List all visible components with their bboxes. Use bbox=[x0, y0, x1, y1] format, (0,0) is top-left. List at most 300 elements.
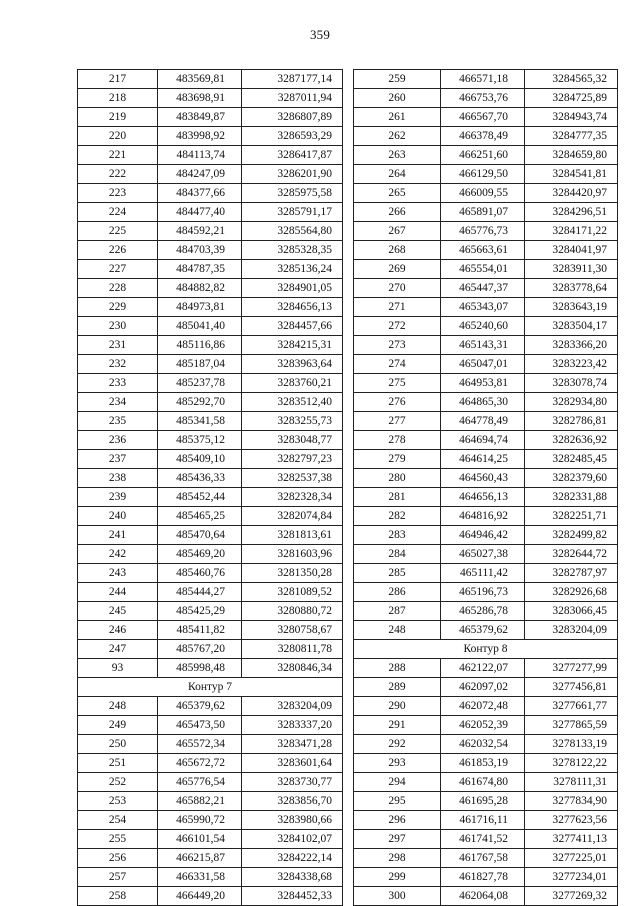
y-coordinate-cell: 3284171,22 bbox=[525, 222, 618, 241]
point-number-cell: 229 bbox=[78, 298, 158, 317]
point-number-cell: 221 bbox=[78, 146, 158, 165]
y-coordinate-cell: 3283223,42 bbox=[525, 355, 618, 374]
y-coordinate-cell: 3277269,32 bbox=[525, 887, 618, 906]
table-row bbox=[78, 393, 343, 412]
y-coordinate-cell: 3277865,59 bbox=[525, 716, 618, 735]
x-coordinate-cell: 485460,76 bbox=[158, 564, 242, 583]
x-coordinate-cell: 485469,20 bbox=[158, 545, 242, 564]
table-row bbox=[78, 488, 343, 507]
table-row bbox=[78, 108, 343, 127]
table-row bbox=[78, 507, 343, 526]
coordinates-table-right-body bbox=[354, 70, 618, 906]
point-number-cell: 254 bbox=[78, 811, 158, 830]
point-number-cell: 238 bbox=[78, 469, 158, 488]
y-coordinate-cell: 3277661,77 bbox=[525, 697, 618, 716]
table-row bbox=[354, 89, 618, 108]
point-number-cell: 262 bbox=[354, 127, 441, 146]
table-row bbox=[78, 431, 343, 450]
table-row bbox=[354, 792, 618, 811]
table-row bbox=[354, 811, 618, 830]
table-row bbox=[78, 279, 343, 298]
point-number-cell: 270 bbox=[354, 279, 441, 298]
y-coordinate-cell: 3281603,96 bbox=[242, 545, 343, 564]
x-coordinate-cell: 466009,55 bbox=[441, 184, 525, 203]
point-number-cell: 268 bbox=[354, 241, 441, 260]
y-coordinate-cell: 3284541,81 bbox=[525, 165, 618, 184]
point-number-cell: 242 bbox=[78, 545, 158, 564]
y-coordinate-cell: 3284943,74 bbox=[525, 108, 618, 127]
table-row bbox=[78, 754, 343, 773]
x-coordinate-cell: 465473,50 bbox=[158, 716, 242, 735]
point-number-cell: 285 bbox=[354, 564, 441, 583]
x-coordinate-cell: 484703,39 bbox=[158, 241, 242, 260]
table-row bbox=[78, 811, 343, 830]
y-coordinate-cell: 3282251,71 bbox=[525, 507, 618, 526]
x-coordinate-cell: 461741,52 bbox=[441, 830, 525, 849]
x-coordinate-cell: 465047,01 bbox=[441, 355, 525, 374]
x-coordinate-cell: 461695,28 bbox=[441, 792, 525, 811]
y-coordinate-cell: 3284222,14 bbox=[242, 849, 343, 868]
point-number-cell: 240 bbox=[78, 507, 158, 526]
x-coordinate-cell: 485767,20 bbox=[158, 640, 242, 659]
x-coordinate-cell: 465379,62 bbox=[158, 697, 242, 716]
table-row bbox=[78, 298, 343, 317]
y-coordinate-cell: 3282328,34 bbox=[242, 488, 343, 507]
y-coordinate-cell: 3285975,58 bbox=[242, 184, 343, 203]
point-number-cell: 228 bbox=[78, 279, 158, 298]
point-number-cell: 281 bbox=[354, 488, 441, 507]
y-coordinate-cell: 3282636,92 bbox=[525, 431, 618, 450]
y-coordinate-cell: 3282499,82 bbox=[525, 526, 618, 545]
y-coordinate-cell: 3282485,45 bbox=[525, 450, 618, 469]
point-number-cell: 225 bbox=[78, 222, 158, 241]
x-coordinate-cell: 485375,12 bbox=[158, 431, 242, 450]
table-row bbox=[78, 602, 343, 621]
point-number-cell: 241 bbox=[78, 526, 158, 545]
y-coordinate-cell: 3285791,17 bbox=[242, 203, 343, 222]
point-number-cell: 291 bbox=[354, 716, 441, 735]
point-number-cell: 260 bbox=[354, 89, 441, 108]
x-coordinate-cell: 464816,92 bbox=[441, 507, 525, 526]
point-number-cell: 219 bbox=[78, 108, 158, 127]
x-coordinate-cell: 465891,07 bbox=[441, 203, 525, 222]
point-number-cell: 250 bbox=[78, 735, 158, 754]
table-row bbox=[354, 526, 618, 545]
y-coordinate-cell: 3284215,31 bbox=[242, 336, 343, 355]
x-coordinate-cell: 465776,54 bbox=[158, 773, 242, 792]
point-number-cell: 283 bbox=[354, 526, 441, 545]
y-coordinate-cell: 3282786,81 bbox=[525, 412, 618, 431]
x-coordinate-cell: 465027,38 bbox=[441, 545, 525, 564]
point-number-cell: 289 bbox=[354, 678, 441, 697]
point-number-cell: 278 bbox=[354, 431, 441, 450]
x-coordinate-cell: 485452,44 bbox=[158, 488, 242, 507]
coordinates-table-left bbox=[77, 69, 343, 906]
table-row bbox=[78, 222, 343, 241]
y-coordinate-cell: 3283204,09 bbox=[525, 621, 618, 640]
point-number-cell: 235 bbox=[78, 412, 158, 431]
x-coordinate-cell: 462064,08 bbox=[441, 887, 525, 906]
coordinates-table-right bbox=[353, 69, 618, 906]
table-row bbox=[78, 564, 343, 583]
point-number-cell: 220 bbox=[78, 127, 158, 146]
y-coordinate-cell: 3283643,19 bbox=[525, 298, 618, 317]
y-coordinate-cell: 3284777,35 bbox=[525, 127, 618, 146]
y-coordinate-cell: 3283066,45 bbox=[525, 602, 618, 621]
point-number-cell: 279 bbox=[354, 450, 441, 469]
y-coordinate-cell: 3283601,64 bbox=[242, 754, 343, 773]
x-coordinate-cell: 465672,72 bbox=[158, 754, 242, 773]
x-coordinate-cell: 484973,81 bbox=[158, 298, 242, 317]
x-coordinate-cell: 465379,62 bbox=[441, 621, 525, 640]
point-number-cell: 295 bbox=[354, 792, 441, 811]
point-number-cell: 297 bbox=[354, 830, 441, 849]
x-coordinate-cell: 466251,60 bbox=[441, 146, 525, 165]
table-row bbox=[354, 735, 618, 754]
table-row bbox=[354, 298, 618, 317]
point-number-cell: 222 bbox=[78, 165, 158, 184]
y-coordinate-cell: 3284452,33 bbox=[242, 887, 343, 906]
y-coordinate-cell: 3282797,23 bbox=[242, 450, 343, 469]
table-row bbox=[354, 146, 618, 165]
y-coordinate-cell: 3283471,28 bbox=[242, 735, 343, 754]
x-coordinate-cell: 461767,58 bbox=[441, 849, 525, 868]
x-coordinate-cell: 461674,80 bbox=[441, 773, 525, 792]
point-number-cell: 265 bbox=[354, 184, 441, 203]
table-row bbox=[354, 697, 618, 716]
x-coordinate-cell: 483569,81 bbox=[158, 70, 242, 89]
y-coordinate-cell: 3283048,77 bbox=[242, 431, 343, 450]
y-coordinate-cell: 3283504,17 bbox=[525, 317, 618, 336]
point-number-cell: 273 bbox=[354, 336, 441, 355]
point-number-cell: 269 bbox=[354, 260, 441, 279]
x-coordinate-cell: 466753,76 bbox=[441, 89, 525, 108]
point-number-cell: 298 bbox=[354, 849, 441, 868]
y-coordinate-cell: 3284420,97 bbox=[525, 184, 618, 203]
point-number-cell: 253 bbox=[78, 792, 158, 811]
x-coordinate-cell: 466449,20 bbox=[158, 887, 242, 906]
table-row bbox=[354, 222, 618, 241]
y-coordinate-cell: 3282644,72 bbox=[525, 545, 618, 564]
y-coordinate-cell: 3282537,38 bbox=[242, 469, 343, 488]
y-coordinate-cell: 3283078,74 bbox=[525, 374, 618, 393]
y-coordinate-cell: 3277277,99 bbox=[525, 659, 618, 678]
y-coordinate-cell: 3284457,66 bbox=[242, 317, 343, 336]
y-coordinate-cell: 3283255,73 bbox=[242, 412, 343, 431]
y-coordinate-cell: 3283980,66 bbox=[242, 811, 343, 830]
table-row bbox=[354, 241, 618, 260]
y-coordinate-cell: 3281350,28 bbox=[242, 564, 343, 583]
x-coordinate-cell: 485465,25 bbox=[158, 507, 242, 526]
point-number-cell: 287 bbox=[354, 602, 441, 621]
x-coordinate-cell: 485341,58 bbox=[158, 412, 242, 431]
table-row bbox=[78, 773, 343, 792]
point-number-cell: 223 bbox=[78, 184, 158, 203]
y-coordinate-cell: 3281089,52 bbox=[242, 583, 343, 602]
x-coordinate-cell: 485116,86 bbox=[158, 336, 242, 355]
x-coordinate-cell: 465663,61 bbox=[441, 241, 525, 260]
x-coordinate-cell: 464694,74 bbox=[441, 431, 525, 450]
table-row bbox=[78, 355, 343, 374]
x-coordinate-cell: 466215,87 bbox=[158, 849, 242, 868]
table-row bbox=[354, 659, 618, 678]
y-coordinate-cell: 3287177,14 bbox=[242, 70, 343, 89]
table-row bbox=[78, 89, 343, 108]
y-coordinate-cell: 3283760,21 bbox=[242, 374, 343, 393]
coordinates-table-left-body bbox=[78, 70, 343, 906]
point-number-cell: 245 bbox=[78, 602, 158, 621]
x-coordinate-cell: 465554,01 bbox=[441, 260, 525, 279]
point-number-cell: 234 bbox=[78, 393, 158, 412]
table-row bbox=[354, 412, 618, 431]
x-coordinate-cell: 485411,82 bbox=[158, 621, 242, 640]
point-number-cell: 274 bbox=[354, 355, 441, 374]
x-coordinate-cell: 485237,78 bbox=[158, 374, 242, 393]
table-row bbox=[354, 336, 618, 355]
table-row bbox=[78, 70, 343, 89]
y-coordinate-cell: 3286593,29 bbox=[242, 127, 343, 146]
x-coordinate-cell: 462032,54 bbox=[441, 735, 525, 754]
y-coordinate-cell: 3287011,94 bbox=[242, 89, 343, 108]
y-coordinate-cell: 3282331,88 bbox=[525, 488, 618, 507]
table-row bbox=[78, 317, 343, 336]
table-row bbox=[78, 127, 343, 146]
x-coordinate-cell: 465882,21 bbox=[158, 792, 242, 811]
y-coordinate-cell: 3280880,72 bbox=[242, 602, 343, 621]
table-row bbox=[78, 887, 343, 906]
point-number-cell: 288 bbox=[354, 659, 441, 678]
x-coordinate-cell: 464946,42 bbox=[441, 526, 525, 545]
x-coordinate-cell: 462072,48 bbox=[441, 697, 525, 716]
table-row bbox=[78, 336, 343, 355]
table-row bbox=[354, 203, 618, 222]
x-coordinate-cell: 485187,04 bbox=[158, 355, 242, 374]
y-coordinate-cell: 3284659,80 bbox=[525, 146, 618, 165]
point-number-cell: 277 bbox=[354, 412, 441, 431]
table-row bbox=[78, 868, 343, 887]
point-number-cell: 293 bbox=[354, 754, 441, 773]
table-row bbox=[354, 431, 618, 450]
y-coordinate-cell: 3284296,51 bbox=[525, 203, 618, 222]
table-row bbox=[354, 716, 618, 735]
y-coordinate-cell: 3284656,13 bbox=[242, 298, 343, 317]
y-coordinate-cell: 3278122,22 bbox=[525, 754, 618, 773]
x-coordinate-cell: 464865,30 bbox=[441, 393, 525, 412]
table-row bbox=[78, 241, 343, 260]
table-row bbox=[78, 583, 343, 602]
table-row bbox=[78, 450, 343, 469]
point-number-cell: 264 bbox=[354, 165, 441, 184]
table-row bbox=[78, 184, 343, 203]
table-row bbox=[78, 640, 343, 659]
x-coordinate-cell: 465196,73 bbox=[441, 583, 525, 602]
point-number-cell: 300 bbox=[354, 887, 441, 906]
table-row bbox=[78, 545, 343, 564]
point-number-cell: 257 bbox=[78, 868, 158, 887]
y-coordinate-cell: 3285564,80 bbox=[242, 222, 343, 241]
table-row bbox=[354, 317, 618, 336]
x-coordinate-cell: 466571,18 bbox=[441, 70, 525, 89]
point-number-cell: 231 bbox=[78, 336, 158, 355]
x-coordinate-cell: 485425,29 bbox=[158, 602, 242, 621]
x-coordinate-cell: 485041,40 bbox=[158, 317, 242, 336]
x-coordinate-cell: 483849,87 bbox=[158, 108, 242, 127]
point-number-cell: 261 bbox=[354, 108, 441, 127]
point-number-cell: 263 bbox=[354, 146, 441, 165]
x-coordinate-cell: 485292,70 bbox=[158, 393, 242, 412]
x-coordinate-cell: 484113,74 bbox=[158, 146, 242, 165]
point-number-cell: 276 bbox=[354, 393, 441, 412]
table-row bbox=[78, 716, 343, 735]
y-coordinate-cell: 3282379,60 bbox=[525, 469, 618, 488]
point-number-cell: 259 bbox=[354, 70, 441, 89]
x-coordinate-cell: 484882,82 bbox=[158, 279, 242, 298]
point-number-cell: 247 bbox=[78, 640, 158, 659]
table-row bbox=[78, 374, 343, 393]
y-coordinate-cell: 3278133,19 bbox=[525, 735, 618, 754]
table-row bbox=[354, 678, 618, 697]
table-row bbox=[78, 260, 343, 279]
point-number-cell: 267 bbox=[354, 222, 441, 241]
point-number-cell: 251 bbox=[78, 754, 158, 773]
y-coordinate-cell: 3283204,09 bbox=[242, 697, 343, 716]
x-coordinate-cell: 462122,07 bbox=[441, 659, 525, 678]
point-number-cell: 244 bbox=[78, 583, 158, 602]
y-coordinate-cell: 3285328,35 bbox=[242, 241, 343, 260]
x-coordinate-cell: 465572,34 bbox=[158, 735, 242, 754]
x-coordinate-cell: 465286,78 bbox=[441, 602, 525, 621]
y-coordinate-cell: 3283778,64 bbox=[525, 279, 618, 298]
table-row bbox=[354, 773, 618, 792]
table-row bbox=[354, 184, 618, 203]
table-row bbox=[354, 621, 618, 640]
table-row bbox=[354, 165, 618, 184]
table-row bbox=[354, 830, 618, 849]
x-coordinate-cell: 485444,27 bbox=[158, 583, 242, 602]
y-coordinate-cell: 3282934,80 bbox=[525, 393, 618, 412]
point-number-cell: 294 bbox=[354, 773, 441, 792]
table-row bbox=[354, 260, 618, 279]
table-row bbox=[354, 602, 618, 621]
point-number-cell: 217 bbox=[78, 70, 158, 89]
x-coordinate-cell: 485436,33 bbox=[158, 469, 242, 488]
y-coordinate-cell: 3277456,81 bbox=[525, 678, 618, 697]
table-row bbox=[78, 792, 343, 811]
point-number-cell: 299 bbox=[354, 868, 441, 887]
point-number-cell: 252 bbox=[78, 773, 158, 792]
x-coordinate-cell: 484477,40 bbox=[158, 203, 242, 222]
point-number-cell: 255 bbox=[78, 830, 158, 849]
table-row bbox=[354, 849, 618, 868]
x-coordinate-cell: 461827,78 bbox=[441, 868, 525, 887]
y-coordinate-cell: 3283730,77 bbox=[242, 773, 343, 792]
y-coordinate-cell: 3278111,31 bbox=[525, 773, 618, 792]
x-coordinate-cell: 484247,09 bbox=[158, 165, 242, 184]
table-row bbox=[354, 450, 618, 469]
x-coordinate-cell: 461853,19 bbox=[441, 754, 525, 773]
x-coordinate-cell: 464614,25 bbox=[441, 450, 525, 469]
point-number-cell: 258 bbox=[78, 887, 158, 906]
x-coordinate-cell: 466378,49 bbox=[441, 127, 525, 146]
y-coordinate-cell: 3280811,78 bbox=[242, 640, 343, 659]
y-coordinate-cell: 3277834,90 bbox=[525, 792, 618, 811]
contour-header-row bbox=[78, 678, 343, 697]
point-number-cell: 271 bbox=[354, 298, 441, 317]
table-row bbox=[354, 70, 618, 89]
table-row bbox=[78, 735, 343, 754]
x-coordinate-cell: 461716,11 bbox=[441, 811, 525, 830]
table-row bbox=[354, 355, 618, 374]
y-coordinate-cell: 3283856,70 bbox=[242, 792, 343, 811]
table-row bbox=[354, 545, 618, 564]
x-coordinate-cell: 485998,48 bbox=[158, 659, 242, 678]
point-number-cell: 280 bbox=[354, 469, 441, 488]
point-number-cell: 239 bbox=[78, 488, 158, 507]
y-coordinate-cell: 3286417,87 bbox=[242, 146, 343, 165]
x-coordinate-cell: 485409,10 bbox=[158, 450, 242, 469]
point-number-cell: 227 bbox=[78, 260, 158, 279]
point-number-cell: 218 bbox=[78, 89, 158, 108]
page-number: 359 bbox=[309, 27, 331, 42]
y-coordinate-cell: 3283337,20 bbox=[242, 716, 343, 735]
point-number-cell: 296 bbox=[354, 811, 441, 830]
y-coordinate-cell: 3286201,90 bbox=[242, 165, 343, 184]
point-number-cell: 243 bbox=[78, 564, 158, 583]
x-coordinate-cell: 462052,39 bbox=[441, 716, 525, 735]
point-number-cell: 237 bbox=[78, 450, 158, 469]
y-coordinate-cell: 3277623,56 bbox=[525, 811, 618, 830]
x-coordinate-cell: 465143,31 bbox=[441, 336, 525, 355]
table-row bbox=[354, 488, 618, 507]
table-row bbox=[78, 146, 343, 165]
x-coordinate-cell: 465240,60 bbox=[441, 317, 525, 336]
point-number-cell: 224 bbox=[78, 203, 158, 222]
point-number-cell: 226 bbox=[78, 241, 158, 260]
y-coordinate-cell: 3280846,34 bbox=[242, 659, 343, 678]
y-coordinate-cell: 3282074,84 bbox=[242, 507, 343, 526]
x-coordinate-cell: 466567,70 bbox=[441, 108, 525, 127]
point-number-cell: 275 bbox=[354, 374, 441, 393]
point-number-cell: 249 bbox=[78, 716, 158, 735]
table-row bbox=[354, 393, 618, 412]
y-coordinate-cell: 3284102,07 bbox=[242, 830, 343, 849]
y-coordinate-cell: 3286807,89 bbox=[242, 108, 343, 127]
y-coordinate-cell: 3283366,20 bbox=[525, 336, 618, 355]
table-row bbox=[78, 203, 343, 222]
y-coordinate-cell: 3283512,40 bbox=[242, 393, 343, 412]
x-coordinate-cell: 484377,66 bbox=[158, 184, 242, 203]
x-coordinate-cell: 465990,72 bbox=[158, 811, 242, 830]
y-coordinate-cell: 3282926,68 bbox=[525, 583, 618, 602]
table-row bbox=[354, 583, 618, 602]
y-coordinate-cell: 3283963,64 bbox=[242, 355, 343, 374]
table-row bbox=[354, 279, 618, 298]
y-coordinate-cell: 3285136,24 bbox=[242, 260, 343, 279]
table-row bbox=[354, 754, 618, 773]
point-number-cell: 248 bbox=[354, 621, 441, 640]
point-number-cell: 248 bbox=[78, 697, 158, 716]
x-coordinate-cell: 464656,13 bbox=[441, 488, 525, 507]
x-coordinate-cell: 464953,81 bbox=[441, 374, 525, 393]
table-row bbox=[78, 659, 343, 678]
table-row bbox=[354, 868, 618, 887]
table-row bbox=[354, 469, 618, 488]
table-row bbox=[78, 469, 343, 488]
point-number-cell: 256 bbox=[78, 849, 158, 868]
table-row bbox=[78, 849, 343, 868]
point-number-cell: 93 bbox=[78, 659, 158, 678]
point-number-cell: 236 bbox=[78, 431, 158, 450]
